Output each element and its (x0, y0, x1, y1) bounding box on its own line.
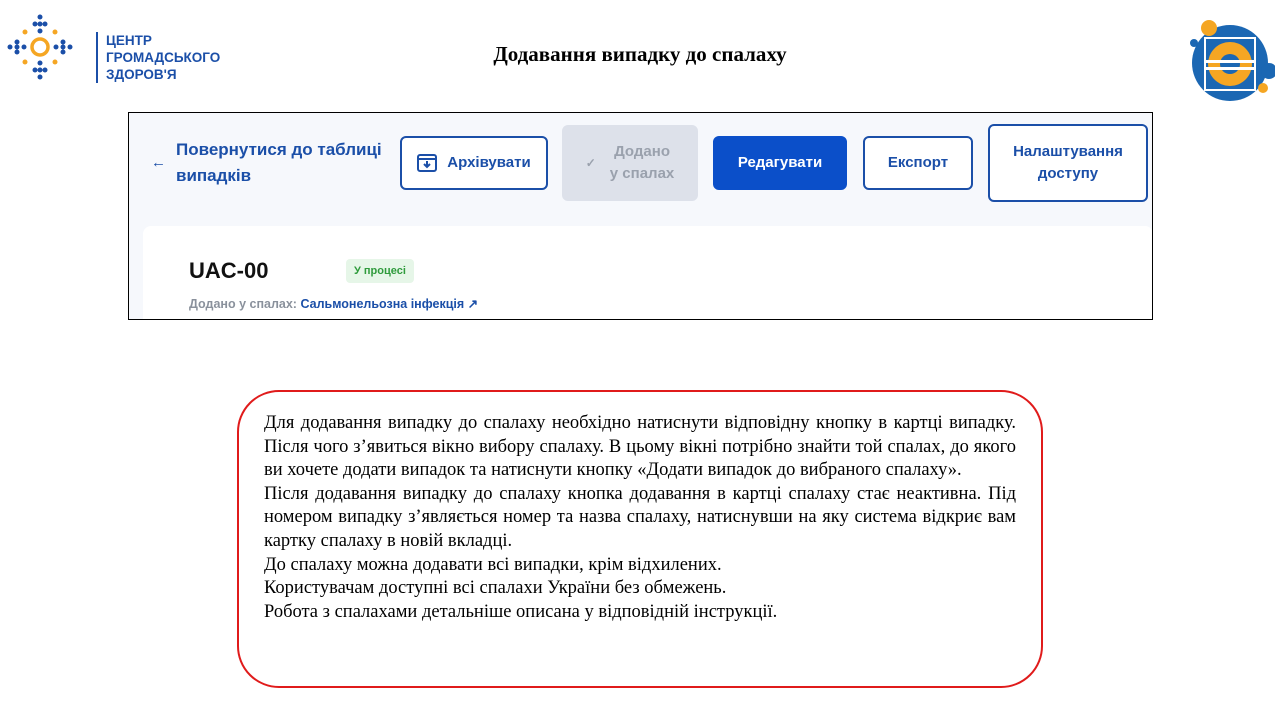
added-label: Додано у спалах: (189, 297, 297, 311)
archive-label: Архівувати (447, 154, 531, 171)
back-link-label: Повернутися до таблиці випадків (176, 140, 382, 185)
added-label: Додано (614, 143, 670, 160)
status-badge: У процесі (346, 259, 414, 283)
logo-line: ЦЕНТР (106, 33, 152, 48)
slide-title: Додавання випадку до спалаху (493, 42, 787, 66)
instruction-note (237, 390, 1043, 688)
note-paragraph: Користувачам доступні всі спалахи України без обмежень. (264, 578, 727, 599)
back-to-cases-link[interactable] (151, 137, 391, 189)
case-info-card (143, 226, 1153, 320)
logo-line: ГРОМАДСЬКОГО (106, 50, 221, 65)
note-paragraph: До спалаху можна додавати всі випадки, крім відхилених. (264, 554, 722, 575)
added-to-outbreak-info (189, 296, 478, 311)
note-paragraph: Для додавання випадку до спалаху необхідно натиснути відповідну кнопку в картці випадку. Після чого з’явиться вікно вибору спалаху. В цьому вікні потрібно знайти той спалах, до якого ви хочете додати випадок та натиснути кнопку «Додати випадок до вибраного спалаху». (264, 413, 1016, 481)
note-paragraph: Робота з спалахами детальніше описана у відповідній інструкції. (264, 601, 778, 622)
archive-icon (417, 154, 437, 172)
arrow-left-icon: ← (151, 154, 166, 171)
case-id: UAC-00 (189, 258, 269, 283)
edit-button[interactable] (713, 136, 847, 190)
case-card-screenshot (128, 112, 1153, 320)
note-paragraph: Після додавання випадку до спалаху кнопка додавання в картці спалаху стає неактивна. Під номером випадку з’являється номер та назва спалаху, натиснувши на яку система відкриє вам картку спалаху в новій вкладці. (264, 483, 1016, 551)
access-label: доступу (1037, 165, 1099, 182)
access-label: Налаштування (1013, 143, 1123, 160)
check-icon: ✓ (585, 156, 596, 170)
added-label: у спалах (609, 165, 675, 182)
outbreak-link[interactable] (300, 297, 478, 311)
logo-line: ЗДОРОВ'Я (106, 67, 177, 82)
external-link-icon: ↗ (467, 297, 479, 311)
outbreak-link-label: Сальмонельозна інфекція (300, 297, 465, 311)
export-label: Експорт (887, 154, 949, 171)
access-settings-button[interactable] (988, 124, 1148, 202)
edit-label: Редагувати (737, 154, 823, 171)
partner-logo-icon (1185, 16, 1275, 106)
export-button[interactable] (863, 136, 973, 190)
archive-button[interactable] (400, 136, 548, 190)
added-to-outbreak-button[interactable] (562, 125, 698, 201)
